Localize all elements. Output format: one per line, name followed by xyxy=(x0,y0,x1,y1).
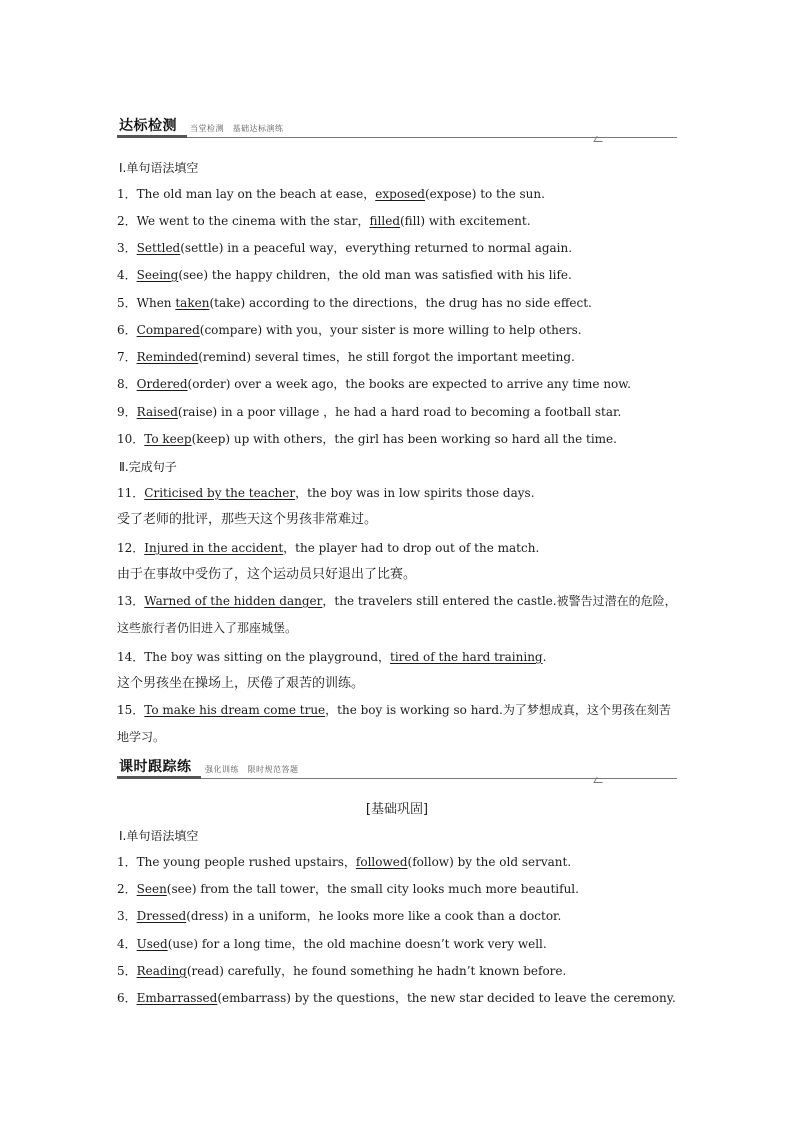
question-number: 13． xyxy=(117,594,145,608)
question-text: The old man lay on the beach at ease， xyxy=(136,187,376,201)
question-text: (settle) in a peaceful way，everything returned to normal again. xyxy=(180,241,573,255)
question-line xyxy=(117,540,677,556)
question-text: (use) for a long time，the old machine doesn’t work very well. xyxy=(167,937,547,951)
answer-underlined: To make his dream come true xyxy=(144,703,326,717)
question-line xyxy=(117,213,677,229)
part-heading: Ⅱ.完成句子 xyxy=(119,460,177,474)
question-number: 7． xyxy=(117,350,137,364)
question-number: 5． xyxy=(117,964,137,978)
answer-underlined: Used xyxy=(136,937,168,951)
translation-line: 这个男孩坐在操场上，厌倦了艰苦的训练。 xyxy=(117,676,365,691)
question-number: 5． xyxy=(117,296,137,310)
question-text: (see) from the tall tower，the small city looks much more beautiful. xyxy=(166,882,579,896)
question-text: When xyxy=(136,296,176,310)
question-line xyxy=(117,485,677,501)
answer-underlined: Reminded xyxy=(136,350,199,364)
question-line xyxy=(117,881,677,897)
answer-underlined: Embarrassed xyxy=(136,991,218,1005)
answer-underlined: Injured in the accident xyxy=(144,541,284,555)
section-header-dabiao xyxy=(117,114,677,138)
question-number: 12． xyxy=(117,541,145,555)
question-text: We went to the cinema with the star， xyxy=(136,214,370,228)
question-line xyxy=(117,186,677,202)
question-text: (order) over a week ago，the books are expected to arrive any time now. xyxy=(187,377,631,391)
question-text: (raise) in a poor village ，he had a hard road to becoming a football star. xyxy=(177,405,622,419)
answer-underlined: Settled xyxy=(136,241,181,255)
answer-underlined: Compared xyxy=(136,323,200,337)
question-number: 3． xyxy=(117,909,137,923)
question-text: The boy was sitting on the playground， xyxy=(144,650,391,664)
question-text: (fill) with excitement. xyxy=(400,214,531,228)
answer-underlined: Raised xyxy=(136,405,178,419)
question-line xyxy=(117,990,677,1006)
question-line xyxy=(117,908,677,924)
question-text: (compare) with you，your sister is more willing to help others. xyxy=(199,323,582,337)
section-subtitle: 强化训练 限时规范答题 xyxy=(205,765,299,774)
question-text: . xyxy=(542,650,547,664)
question-number: 1． xyxy=(117,855,137,869)
question-line xyxy=(117,295,677,311)
question-text: (remind) several times，he still forgot the important meeting. xyxy=(198,350,575,364)
header-rule-thick xyxy=(117,135,187,138)
section-title: 课时跟踪练 xyxy=(119,759,192,775)
subsection-title: [基础巩固] xyxy=(365,802,429,817)
question-line xyxy=(117,697,677,751)
question-text: ，the travelers still entered the castle.被警告过潜在的危险，这些旅行者仍旧进入了那座城堡。 xyxy=(117,594,677,635)
question-number: 4． xyxy=(117,268,137,282)
question-line xyxy=(117,588,677,642)
question-text: (embarrass) by the questions，the new star decided to leave the ceremony. xyxy=(217,991,676,1005)
question-number: 9． xyxy=(117,405,137,419)
part-heading: Ⅰ.单句语法填空 xyxy=(119,161,199,175)
answer-underlined: To keep xyxy=(144,432,192,446)
question-text: The young people rushed upstairs， xyxy=(136,855,356,869)
question-number: 11． xyxy=(117,486,145,500)
answer-underlined: Warned of the hidden danger xyxy=(144,594,323,608)
question-text: (follow) by the old servant. xyxy=(407,855,572,869)
section-title: 达标检测 xyxy=(119,118,177,134)
header-rule-thin xyxy=(201,778,677,779)
question-line xyxy=(117,854,677,870)
question-text: (keep) up with others，the girl has been working so hard all the time. xyxy=(191,432,617,446)
question-number: 3． xyxy=(117,241,137,255)
answer-underlined: Dressed xyxy=(136,909,187,923)
question-number: 2． xyxy=(117,214,137,228)
question-number: 15． xyxy=(117,703,145,717)
header-notch xyxy=(593,136,605,142)
question-text: ，the boy is working so hard.为了梦想成真，这个男孩在刻苦地学习。 xyxy=(117,703,671,744)
question-number: 1． xyxy=(117,187,137,201)
question-number: 6． xyxy=(117,991,137,1005)
question-line xyxy=(117,267,677,283)
question-text: ，the boy was in low spirits those days. xyxy=(295,486,535,500)
part-heading: Ⅰ.单句语法填空 xyxy=(119,829,199,843)
question-line xyxy=(117,240,677,256)
translation-line: 由于在事故中受伤了，这个运动员只好退出了比赛。 xyxy=(117,567,417,582)
answer-underlined: followed xyxy=(355,855,408,869)
answer-underlined: exposed xyxy=(375,187,425,201)
question-line xyxy=(117,322,677,338)
question-line xyxy=(117,936,677,952)
question-text: (dress) in a uniform，he looks more like a cook than a doctor. xyxy=(186,909,562,923)
question-text: (take) according to the directions，the drug has no side effect. xyxy=(209,296,592,310)
question-line xyxy=(117,431,677,447)
question-line xyxy=(117,649,677,665)
question-number: 2． xyxy=(117,882,137,896)
translation-line: 受了老师的批评，那些天这个男孩非常难过。 xyxy=(117,512,378,527)
answer-underlined: Seeing xyxy=(136,268,179,282)
header-rule-thick xyxy=(117,776,201,779)
question-number: 4． xyxy=(117,937,137,951)
question-number: 8． xyxy=(117,377,137,391)
answer-underlined: filled xyxy=(369,214,400,228)
question-text: ，the player had to drop out of the match. xyxy=(283,541,540,555)
answer-underlined: Seen xyxy=(136,882,167,896)
question-line xyxy=(117,404,677,420)
answer-underlined: taken xyxy=(175,296,210,310)
answer-underlined: tired of the hard training xyxy=(390,650,543,664)
question-number: 14． xyxy=(117,650,145,664)
section-header-keshi xyxy=(117,755,677,779)
question-number: 6． xyxy=(117,323,137,337)
question-line xyxy=(117,376,677,392)
answer-underlined: Criticised by the teacher xyxy=(144,486,296,500)
question-line xyxy=(117,349,677,365)
question-text: (see) the happy children，the old man was satisfied with his life. xyxy=(178,268,572,282)
question-number: 10． xyxy=(117,432,145,446)
question-line xyxy=(117,963,677,979)
header-notch xyxy=(593,777,605,783)
answer-underlined: Reading xyxy=(136,964,187,978)
question-text: (read) carefully，he found something he hadn’t known before. xyxy=(186,964,567,978)
question-text: (expose) to the sun. xyxy=(424,187,545,201)
answer-underlined: Ordered xyxy=(136,377,188,391)
section-subtitle: 当堂检测 基础达标演练 xyxy=(190,124,284,133)
